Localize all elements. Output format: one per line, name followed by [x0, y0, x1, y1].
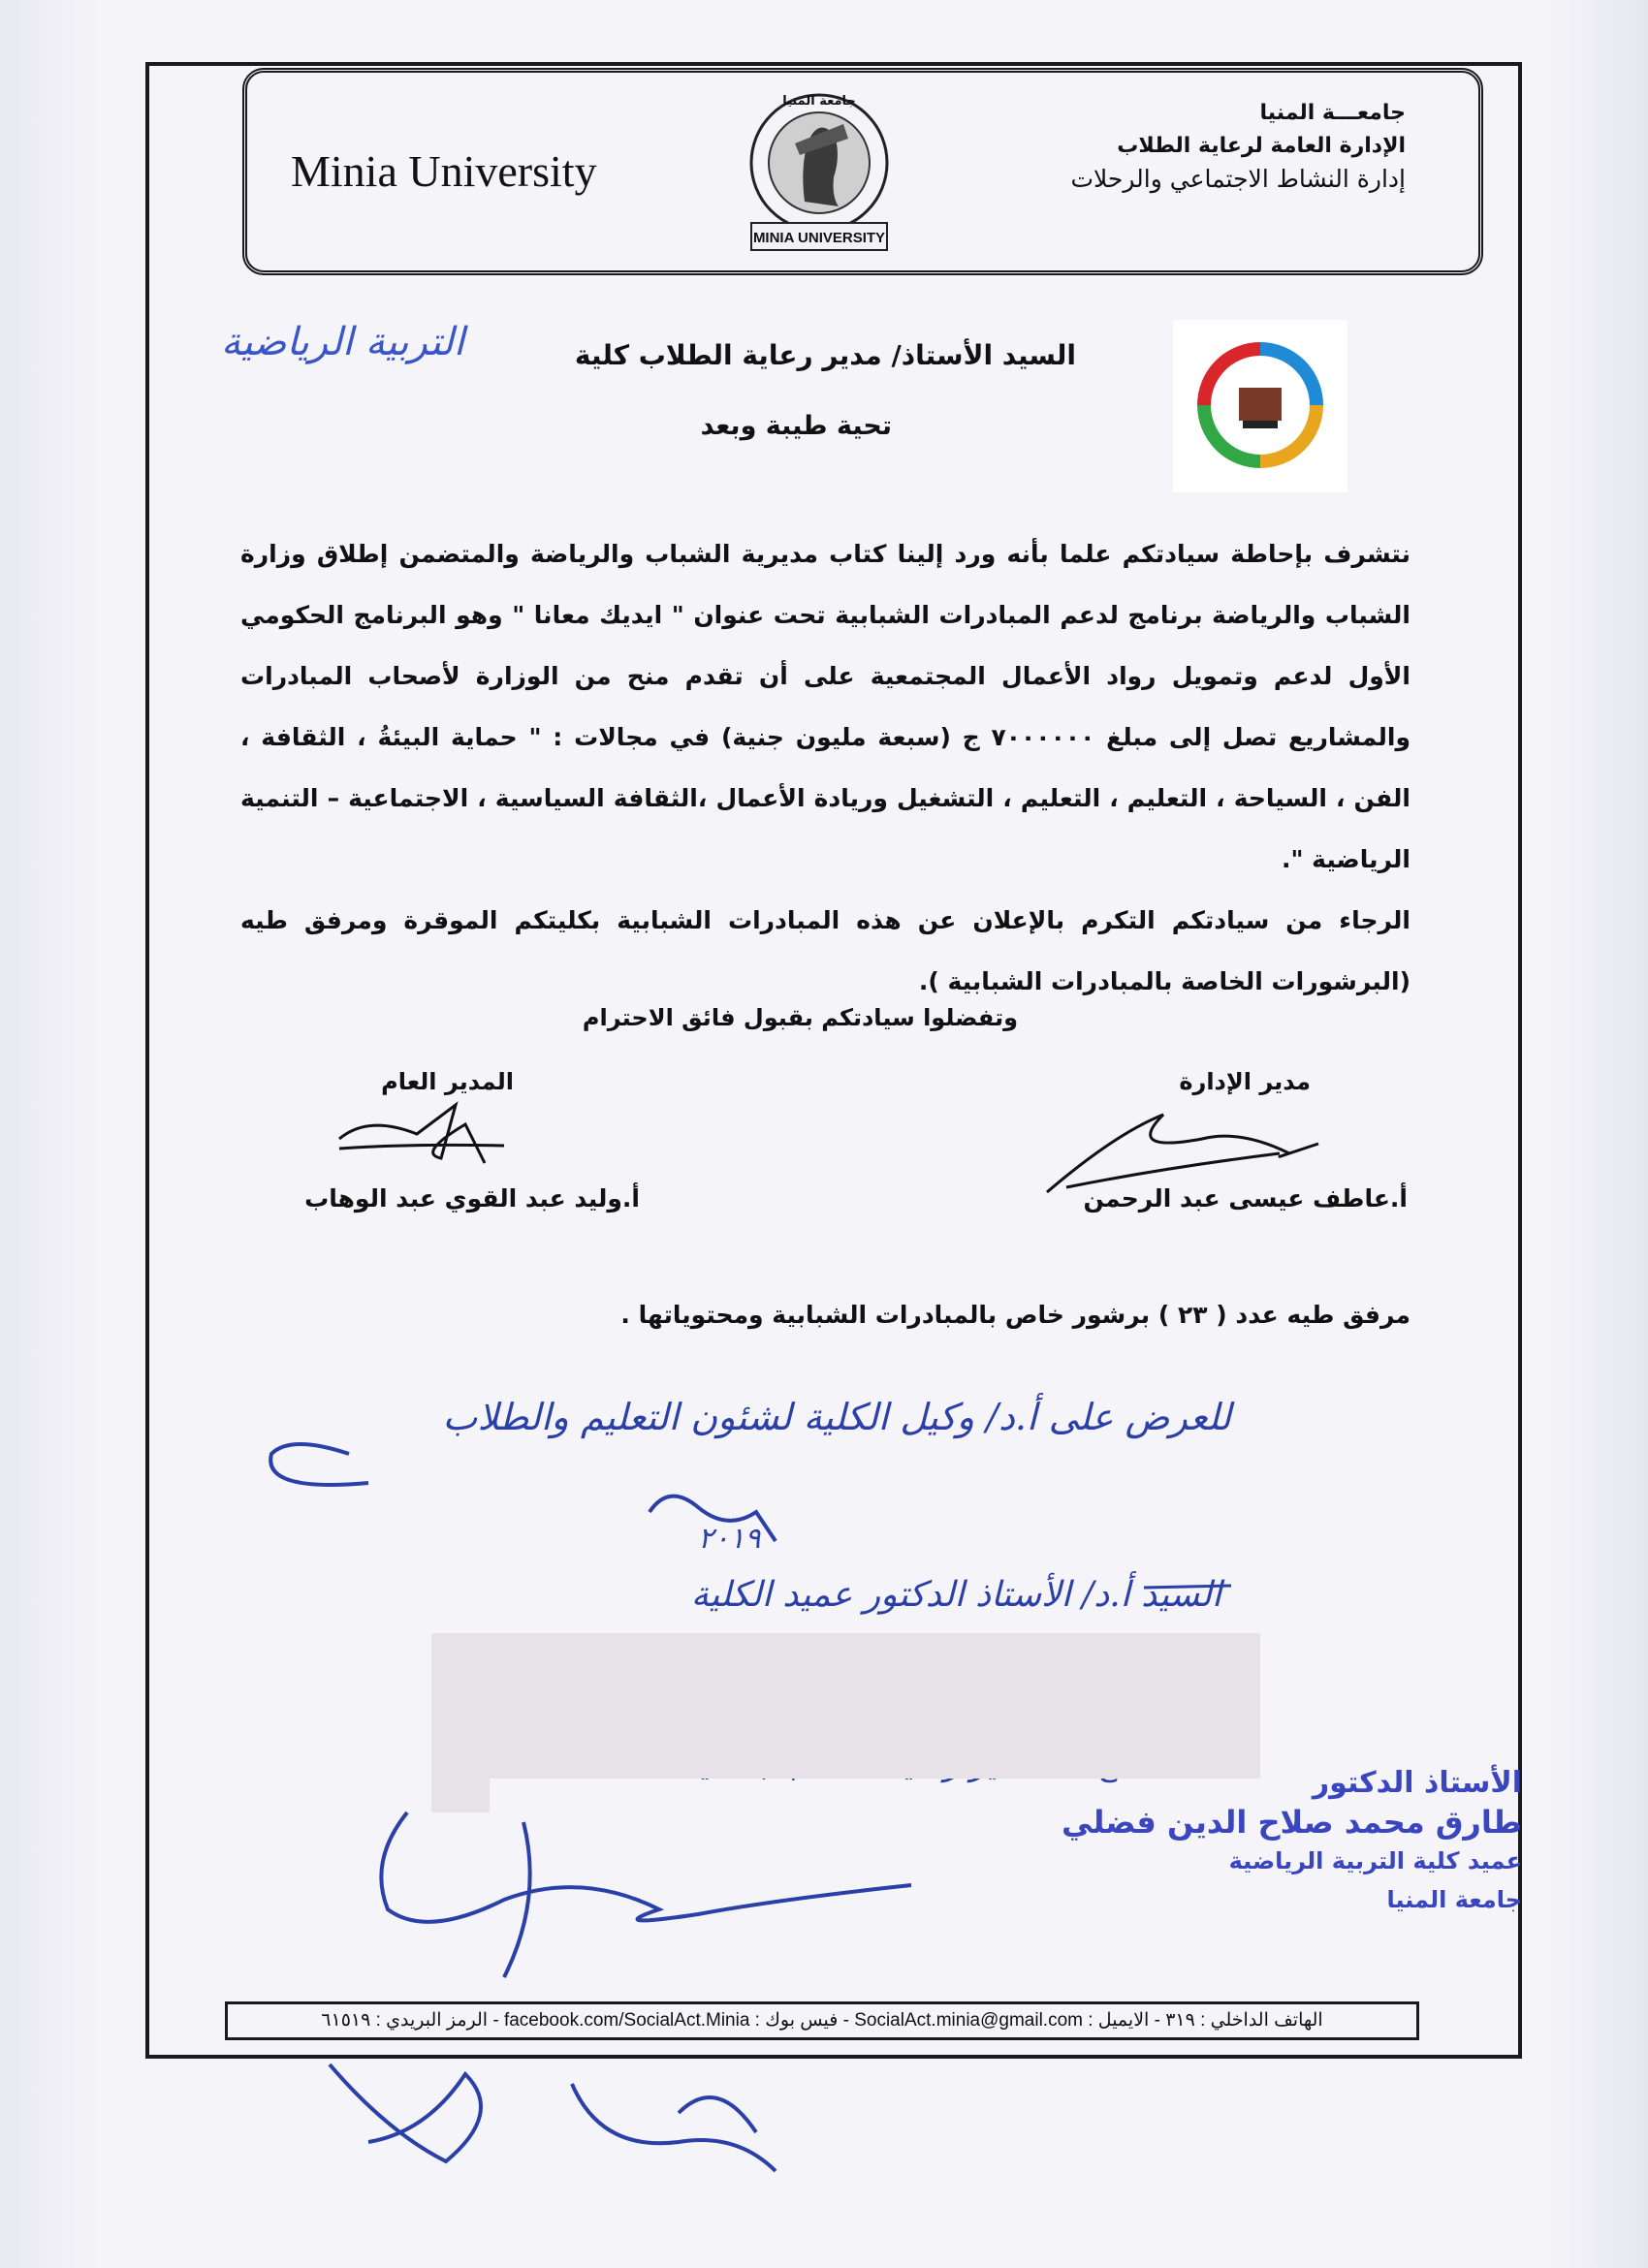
- dean-stamp-university: جامعة المنيا: [1386, 1886, 1522, 1913]
- dean-stamp-title: الأستاذ الدكتور: [1312, 1766, 1522, 1800]
- university-name-en: Minia University: [291, 146, 597, 196]
- letter-body: [240, 523, 1410, 1012]
- seal-text-en: MINIA UNIVERSITY: [752, 230, 886, 246]
- left-signatory-title: المدير العام: [381, 1068, 514, 1095]
- dean-stamp-role: عميد كلية التربية الرياضية: [1228, 1847, 1522, 1874]
- electronic-portal-logo: [1173, 320, 1347, 492]
- seal-text-ar: جامعة المنيا: [782, 94, 856, 109]
- handwritten-faculty-name: التربية الرياضية: [221, 320, 464, 364]
- attachment-note: مرفق طيه عدد ( ٢٣ ) برشور خاص بالمبادرات الشبابية ومحتوياتها .: [620, 1301, 1410, 1329]
- footer-contact: الهاتف الداخلي : ٣١٩ - الايميل : SocialAct.minia@gmail.com - فيس بوك : facebook.com/SocialAct.Minia - الرمز البريدي : ٦١٥١٩: [225, 2001, 1419, 2040]
- right-signatory-name: أ.عاطف عيسى عبد الرحمن: [1083, 1184, 1408, 1213]
- letter-paragraph-2: الرجاء من سيادتكم التكرم بالإعلان عن هذه المبادرات الشبابية بكليتكم الموقرة ومرفق طيه (البرشورات الخاصة بالمبادرات الشبابية ).: [240, 906, 1410, 995]
- greeting: تحية طيبة وبعد: [700, 411, 892, 441]
- handwritten-note-2: السيد أ.د/ الأستاذ الدكتور عميد الكلية: [690, 1575, 1221, 1615]
- department-social: إدارة النشاط الاجتماعي والرحلات: [1070, 165, 1406, 193]
- redaction-patch-small: [431, 1774, 490, 1812]
- salutation: السيد الأستاذ/ مدير رعاية الطلاب كلية: [574, 339, 1076, 371]
- dean-stamp-name: طارق محمد صلاح الدين فضلي: [1061, 1804, 1522, 1841]
- letter-paragraph-1: نتشرف بإحاطة سيادتكم علما بأنه ورد إلينا كتاب مديرية الشباب والرياضة والمتضمن إطلاق وزارة الشباب والرياضة برنامج لدعم المبادرات الشبابية تحت عنوان " ايديك معانا " وهو البرنامج الحكومي الأول لدعم وتمويل رواد الأعمال المجتمعية على أن تقدم منح من الوزارة لأصحاب المبادرات والمشاريع تصل إلى مبلغ ٧٠٠٠٠٠٠ ج (سبعة مليون جنية) في مجالات : " حماية البيئةُ ، الثقافة ، الفن ، السياحة ، التعليم ، التعليم ، التشغيل وريادة الأعمال ،الثقافة السياسية ، الاجتماعية – التنمية الرياضية ".: [240, 540, 1410, 873]
- letterhead-arabic: [1070, 97, 1406, 196]
- minia-university-seal: [737, 85, 902, 260]
- left-signatory-name: أ.وليد عبد القوي عبد الوهاب: [304, 1184, 640, 1213]
- redaction-patch: [431, 1633, 1260, 1779]
- handwritten-note-1: للعرض على أ.د/ وكيل الكلية لشئون التعليم والطلاب: [442, 1396, 1231, 1438]
- department-general: الإدارة العامة لرعاية الطلاب: [1117, 134, 1406, 158]
- university-name-ar: جامعـــة المنيا: [1259, 101, 1406, 125]
- right-signatory-title: مدير الإدارة: [1179, 1068, 1311, 1095]
- dean-stamp: [1037, 1764, 1522, 1938]
- handwritten-date: ٢٠١٩: [698, 1522, 761, 1556]
- closing-line: وتفضلوا سيادتكم بقبول فائق الاحترام: [582, 1004, 1018, 1031]
